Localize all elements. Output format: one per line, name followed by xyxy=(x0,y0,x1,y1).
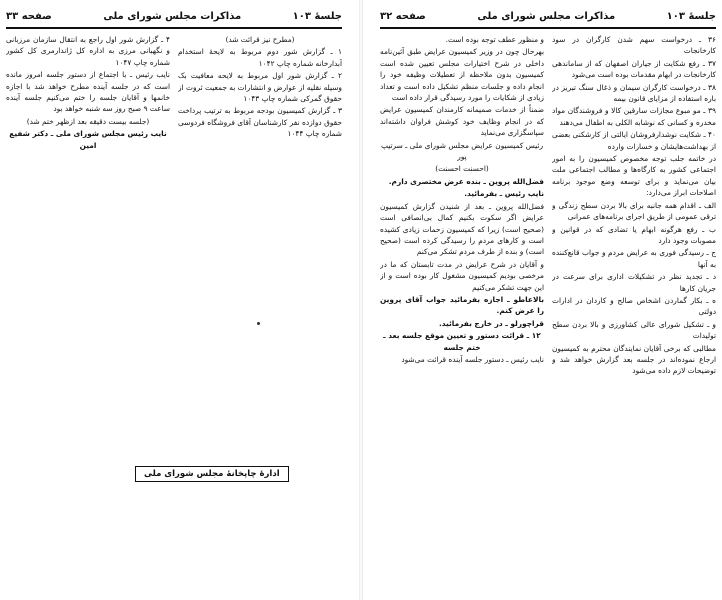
speck xyxy=(257,322,260,325)
left-page-session: جلسهٔ ۱۰۳ xyxy=(292,10,342,22)
paragraph: ۴ ـ گزارش شور اول راجع به انتقال سازمان مرزبانی و نگهبانی مرزی به اداره کل ژاندارمری کل کشور شماره چاپ ۱۰۴۷ xyxy=(6,35,170,67)
paragraph: ۳ ـ گزارش کمیسیون بودجه مربوط به ترتیب پرداخت حقوق دوازده نفر کارشناسان آقای فروشگاه فردوسی شماره چاپ ۱۰۴۴ xyxy=(178,106,342,139)
paragraph: ۳۹ ـ مو مبوع مجازات سارقین کالا و فروشندگان مواد مخدره و کسانی که نوشابه الکلی به اطفال می‌دهند xyxy=(552,106,716,127)
paragraph: ه ـ بکار گماردن اشخاص صالح و کاردان در ادارات دولتی xyxy=(552,295,716,317)
left-page-header xyxy=(6,6,342,26)
right-page-column-right xyxy=(552,34,716,594)
right-page-number: صفحه ۳۲ xyxy=(380,10,426,22)
speaker-line: فضل‌الله پروین ـ بنده عرض مختصری دارم. xyxy=(388,176,544,186)
paragraph: ۱ ـ گزارش شور دوم مربوط به لایحهٔ استخدام آبدارخانه شماره چاپ ۱۰۴۲ xyxy=(178,47,342,68)
paragraph: ۳۸ ـ درخواست کارگران سیمان و ذغال سنگ تبریز در باره استفاده از مزایای قانون بیمه xyxy=(552,82,716,104)
header-rule xyxy=(6,27,342,29)
paragraph: ۲ ـ گزارش شور اول مربوط به لایحه معافیت بک وسیله نقلیه از عوارض و انتشارات به جمعیت ثروت از حقوق گمرکی شماره چاپ ۱۰۴۳ xyxy=(178,71,342,104)
paragraph: (احسنت احسنت) xyxy=(435,164,489,174)
paragraph: الف ـ اقدام همه جانبه برای بالا بردن سطح زندگی و ترقی عمومی از طریق اجرای برنامه‌های عمرانی xyxy=(552,200,716,222)
paragraph: ج ـ رسیدگی فوری به عرایض مردم و جواب قانع‌کننده به آنها xyxy=(552,248,716,269)
right-page-session: جلسهٔ ۱۰۳ xyxy=(666,10,716,22)
printing-house-stamp: ادارهٔ چاپخانهٔ مجلس شورای ملی xyxy=(135,466,289,482)
right-page-title: مذاکرات مجلس شورای ملی xyxy=(477,10,616,22)
paragraph: ضمناً از خدمات صمیمانه کارمندان کمیسیون عرایض که در انجام وظایف خود کوشش فراوان داشته‌اند سپاسگزاری می‌نماید xyxy=(380,105,544,138)
left-page-column-right xyxy=(178,34,342,594)
paragraph: مطالبی که برخی آقایان نمایندگان محترم به کمیسیون ارجاع نموده‌اند در جلسه بعد گزارش خواهد شد و توضیحات لازم داده می‌شود xyxy=(552,343,716,376)
signature-line: نایب رئیس مجلس شورای ملی ـ دکتر شفیع امین xyxy=(9,129,167,150)
paragraph: ۳۶ ـ درخواست سهم شدن کارگران در سود کارخانجات xyxy=(552,35,716,56)
paragraph: نایب رئیس ـ با اجتماع از دستور جلسه امروز مانده است که در جلسه آینده مطرح خواهد شد با اجازه خانمها و آقایان جلسه را ختم می‌کنیم جلسه آینده ساعت ۹ صبح روز سه شنبه خواهد بود xyxy=(6,70,170,114)
paragraph: ۴۰ ـ شکایت نوشدارفروشان ایالتی از کارشکنی بعضی از بهداشت‌هایشان و خسارات وارده xyxy=(552,130,716,151)
paragraph: در خاتمه جلب توجه مخصوص کمیسیون را به امور اجتماعی کشور به کارگاه‌ها و مطالب اجتماعی ملت بیان می‌نماید و برای توسعه وضع موجود برنامه اصلاحات ابراز می‌دارد: xyxy=(552,154,716,198)
speaker-line: قراچورلو ـ در خارج بفرمائید. xyxy=(438,318,544,328)
section-heading: ۱۲ ـ قرائت دستور و تعیین موقع جلسه بعد ـ ختم جلسه xyxy=(383,331,541,352)
paragraph: د ـ تجدید نظر در تشکیلات اداری برای سرعت در جریان کارها xyxy=(552,272,716,293)
paragraph: بهرحال چون در وزیر کمیسیون عرایض طبق آئین‌نامه داخلی در شرح اختیارات مجلس تعیین شده است کمیسیون بدون ملاحظه از تعطیلات وظیفه خود را انجام داده و جلسات منظم تشکیل داده است و تعداد زیادی از شکایات را مورد رسیدگی قرار داده است xyxy=(380,47,544,103)
right-page-header xyxy=(380,6,716,26)
left-page-title: مذاکرات مجلس شورای ملی xyxy=(103,10,242,22)
left-page-column-left xyxy=(6,34,170,594)
left-page xyxy=(0,0,352,600)
speaker-line: بالاعاطو ـ اجازه بفرمائید جواب آقای پروین را عرض کنم. xyxy=(380,294,544,316)
right-page xyxy=(370,0,722,600)
paragraph: (جلسه بیست دقیقه بعد ازظهر ختم شد) xyxy=(26,116,150,126)
paragraph: و ـ تشکیل شورای عالی کشاورزی و بالا بردن سطح تولیدات xyxy=(552,319,716,341)
book-gutter xyxy=(359,0,363,600)
paragraph: نایب رئیس ـ دستور جلسه آینده قرائت می‌شود xyxy=(401,354,544,364)
paragraph: فضل‌الله پروین ـ بعد از شنیدن گزارش کمیسیون عرایض اگر سکوت بکنیم کمال بی‌انصافی است (صحیح است) زیرا که کمیسیون زحمات زیادی کشیده است و کارهای مردم را رسیدگی کرده است (صحیح است) و بنده از طرف مردم تشکر می‌کنم xyxy=(380,201,544,257)
header-rule xyxy=(380,27,716,29)
paragraph: و آقایان در شرح عرایض در مدت تابستان که ما در مرخصی بودیم کمیسیون مشغول کار بوده است و از این جهت تشکر می‌کنیم xyxy=(380,259,544,292)
speaker-line: نایب رئیس ـ بفرمائید. xyxy=(464,189,544,199)
paragraph: ب ـ رفع هرگونه ابهام یا تضادی که در قوانین و مصوبات وجود دارد xyxy=(552,224,716,245)
paragraph: ۳۷ ـ رفع شکایت از جیاران اصفهان که از ساماندهی کارخانجات در ابهام مقدمات بوده است می‌شود xyxy=(552,58,716,80)
signature-line: رئیس کمیسیون عرایض مجلس شورای ملی ـ سرتیپ پور xyxy=(380,140,544,162)
paragraph: و منظور عطف توجه بوده است. xyxy=(445,35,544,44)
right-page-column-left xyxy=(380,34,544,594)
paragraph: (مطرح نیز قرائت شد) xyxy=(225,35,295,44)
left-page-number: صفحه ۳۳ xyxy=(6,10,52,22)
